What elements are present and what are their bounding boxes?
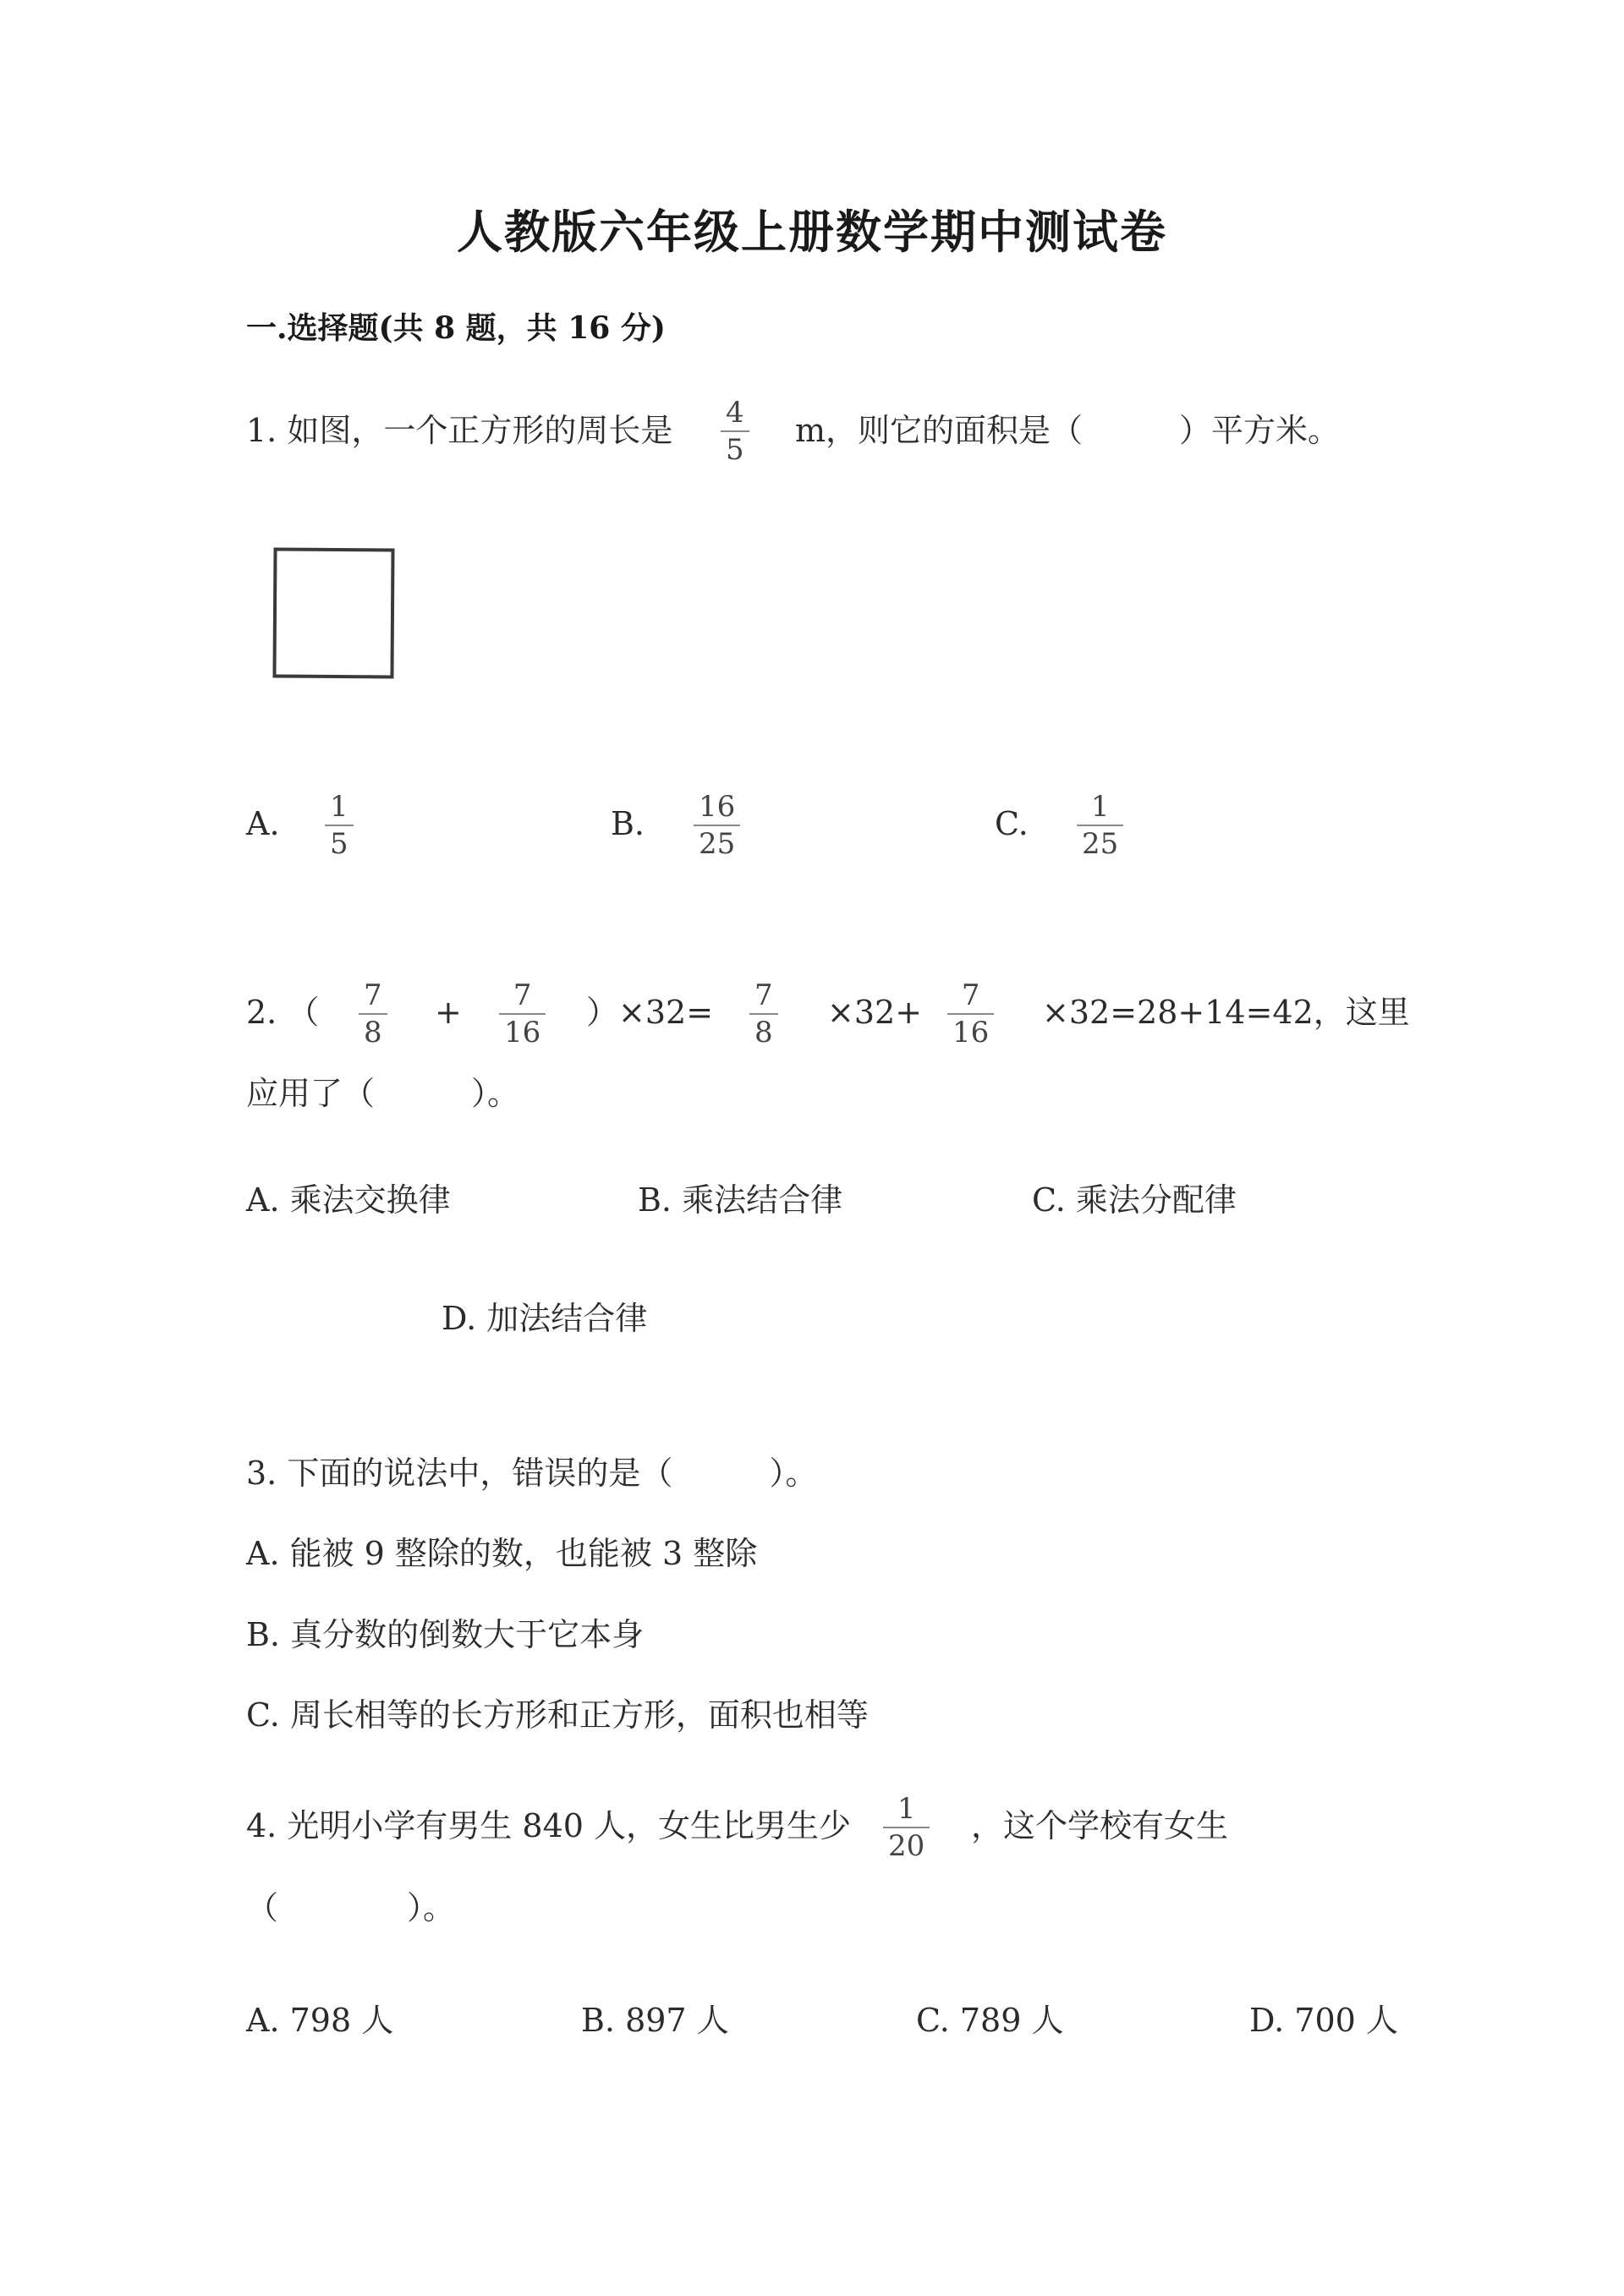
q2-plus: + [435,994,462,1031]
fraction-denominator: 8 [364,1016,382,1049]
q2-option-d: D. 加法结合律 [442,1300,648,1337]
section-heading: 一.选择题(共 8 题，共 16 分) [246,310,666,346]
fraction-numerator: 7 [513,978,532,1012]
q4-fraction [883,1792,930,1863]
fraction-denominator: 5 [330,827,348,861]
fraction-denominator: 25 [1082,827,1119,861]
q2-stem-line2: 应用了（ ）。 [246,1075,520,1112]
q2-option-a: A. 乘法交换律 [246,1181,451,1219]
fraction-numerator: 4 [726,396,744,430]
fraction-denominator: 5 [726,433,744,467]
q2-fraction-2 [499,978,546,1049]
q2-stem-p4: ×32=28+14=42，这里 [1042,994,1410,1031]
q2-stem-p2: ）×32= [586,994,714,1031]
fraction-numerator: 1 [330,790,348,824]
q1-option-c-fraction [1077,790,1123,861]
q3-option-b: B. 真分数的倒数大于它本身 [246,1616,645,1653]
q3-option-a: A. 能被 9 整除的数，也能被 3 整除 [246,1535,758,1572]
q1-option-a-fraction [325,790,354,861]
fraction-numerator: 7 [754,978,773,1012]
q3-option-c: C. 周长相等的长方形和正方形，面积也相等 [246,1696,869,1734]
q3-stem: 3. 下面的说法中，错误的是（ ）。 [246,1455,818,1492]
q2-fraction-1 [359,978,387,1049]
q4-stem-part2: ，这个学校有女生 [971,1807,1229,1844]
fraction-numerator: 1 [897,1792,916,1826]
fraction-numerator: 1 [1090,790,1110,824]
q2-fraction-3 [749,978,778,1049]
q1-option-a-label: A. [246,805,280,842]
q2-option-c: C. 乘法分配律 [1032,1181,1237,1219]
fraction-denominator: 16 [952,1016,990,1049]
q4-option-a: A. 798 人 [246,2002,394,2039]
q2-stem-p1: 2. （ [246,994,320,1031]
fraction-denominator: 20 [888,1829,925,1863]
q1-fraction [721,396,749,467]
q1-option-b-label: B. [611,805,645,842]
q4-option-c: C. 789 人 [916,2002,1064,2039]
q2-stem-p3: ×32+ [827,994,923,1031]
q4-stem-part1: 4. 光明小学有男生 840 人，女生比男生少 [246,1807,852,1844]
square-figure [272,548,394,679]
q1-stem-part2: m，则它的面积是（ ）平方米。 [795,412,1341,449]
q1-option-c-label: C. [995,805,1029,842]
fraction-numerator: 16 [699,790,736,824]
q4-option-d: D. 700 人 [1249,2002,1398,2039]
fraction-numerator: 7 [961,978,980,1012]
page-title: 人教版六年级上册数学期中测试卷 [457,205,1167,259]
fraction-denominator: 25 [699,827,736,861]
q4-option-b: B. 897 人 [581,2002,729,2039]
q4-stem-line2: （ ）。 [246,1889,456,1926]
fraction-denominator: 16 [504,1016,541,1049]
q2-option-b: B. 乘法结合律 [638,1181,843,1219]
fraction-numerator: 7 [364,978,382,1012]
fraction-denominator: 8 [754,1016,773,1049]
q2-fraction-4 [947,978,994,1049]
q1-option-b-fraction [694,790,740,861]
q1-stem-part1: 1. 如图，一个正方形的周长是 [246,412,673,449]
